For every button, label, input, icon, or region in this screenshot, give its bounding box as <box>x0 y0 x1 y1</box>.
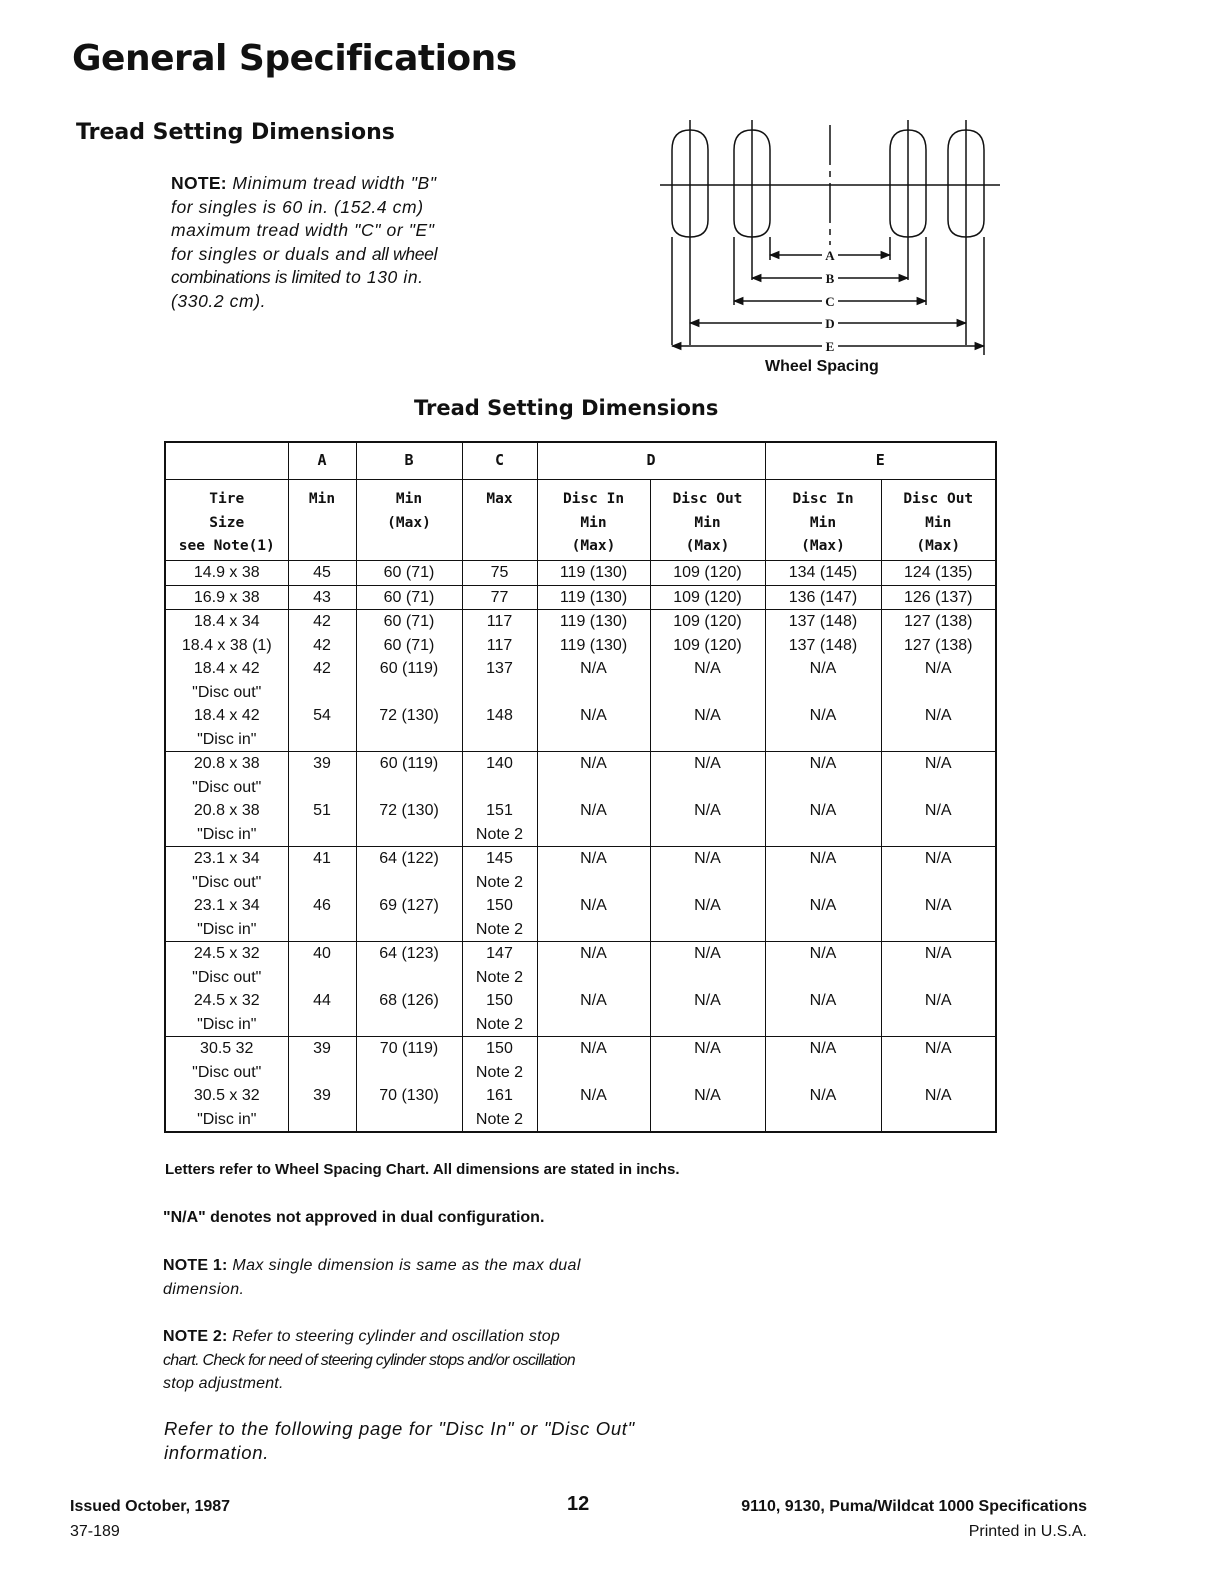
table-cell: N/A <box>537 847 650 895</box>
table-cell: N/A <box>650 942 765 990</box>
sub-header-cell: Disc In Min (Max) <box>765 480 881 561</box>
table-row <box>165 561 996 586</box>
note-2 <box>163 1325 643 1396</box>
table-cell: 60 (71) <box>356 634 462 658</box>
table-cell: 150 Note 2 <box>462 1037 537 1085</box>
table-cell: N/A <box>881 847 996 895</box>
dim-label-c: C <box>825 294 835 309</box>
table-cell: 134 (145) <box>765 561 881 586</box>
table-cell: 77 <box>462 585 537 610</box>
table-cell: 119 (130) <box>537 561 650 586</box>
table-cell: 137 (148) <box>765 634 881 658</box>
group-header-row <box>165 442 996 480</box>
table-cell: 109 (120) <box>650 585 765 610</box>
table-cell: N/A <box>765 847 881 895</box>
note-text-b: all wheel combinations is limited <box>171 243 438 288</box>
table-cell: 119 (130) <box>537 634 650 658</box>
table-cell: 64 (122) <box>356 847 462 895</box>
table-cell: N/A <box>765 752 881 800</box>
na-footnote: "N/A" denotes not approved in dual configuration. <box>163 1209 545 1226</box>
tire-size-cell: 18.4 x 38 (1) <box>165 634 288 658</box>
tire-size-cell: 18.4 x 42 "Disc in" <box>165 704 288 752</box>
letters-footnote: Letters refer to Wheel Spacing Chart. All dimensions are stated in inchs. <box>165 1161 680 1178</box>
sub-header-cell: Max <box>462 480 537 561</box>
table-cell: 75 <box>462 561 537 586</box>
table-cell: 39 <box>288 1084 356 1132</box>
table-cell: 161 Note 2 <box>462 1084 537 1132</box>
table-row <box>165 799 996 847</box>
tire-size-cell: 14.9 x 38 <box>165 561 288 586</box>
table-cell: 72 (130) <box>356 704 462 752</box>
page-number: 12 <box>567 1493 590 1515</box>
note-1 <box>163 1254 643 1302</box>
sub-header-cell: Disc Out Min (Max) <box>650 480 765 561</box>
note-2-text-c: stop adjustment. <box>163 1375 284 1392</box>
table-cell: 117 <box>462 610 537 634</box>
tire-size-cell: 23.1 x 34 "Disc in" <box>165 894 288 942</box>
diagram-caption: Wheel Spacing <box>765 358 879 375</box>
product-title: 9110, 9130, Puma/Wildcat 1000 Specifications <box>741 1498 1087 1515</box>
table-cell: N/A <box>537 894 650 942</box>
table-cell: N/A <box>765 657 881 704</box>
table-cell: N/A <box>650 989 765 1037</box>
table-cell: N/A <box>537 942 650 990</box>
table-cell: 39 <box>288 752 356 800</box>
table-cell: 69 (127) <box>356 894 462 942</box>
note-text-c: to 130 in. (330.2 cm). <box>171 267 424 311</box>
table-cell: 42 <box>288 634 356 658</box>
table-cell: 70 (119) <box>356 1037 462 1085</box>
group-header-b: B <box>356 442 462 480</box>
table-cell: N/A <box>650 847 765 895</box>
table-row <box>165 847 996 895</box>
printed-in: Printed in U.S.A. <box>968 1523 1087 1540</box>
table-cell: 43 <box>288 585 356 610</box>
table-cell: N/A <box>650 1037 765 1085</box>
table-cell: N/A <box>537 1084 650 1132</box>
table-cell: 54 <box>288 704 356 752</box>
table-cell: 119 (130) <box>537 585 650 610</box>
tire-size-cell: 20.8 x 38 "Disc in" <box>165 799 288 847</box>
table-cell: N/A <box>881 894 996 942</box>
table-cell: 126 (137) <box>881 585 996 610</box>
table-cell: 46 <box>288 894 356 942</box>
note-2-text-b: chart. Check for need of steering cylinder stops and/or oscillation <box>163 1351 576 1369</box>
tire-size-cell: 24.5 x 32 "Disc in" <box>165 989 288 1037</box>
tire-size-cell: 30.5 32 "Disc out" <box>165 1037 288 1085</box>
table-row <box>165 1037 996 1085</box>
sub-header-row <box>165 480 996 561</box>
page-title: General Specifications <box>72 38 517 79</box>
sub-header-cell: Disc In Min (Max) <box>537 480 650 561</box>
tire-size-cell: 30.5 x 32 "Disc in" <box>165 1084 288 1132</box>
table-cell: 39 <box>288 1037 356 1085</box>
dim-label-a: A <box>825 248 835 263</box>
table-cell: 127 (138) <box>881 610 996 634</box>
sub-header-cell: Min (Max) <box>356 480 462 561</box>
table-cell: 41 <box>288 847 356 895</box>
tire-size-cell: 20.8 x 38 "Disc out" <box>165 752 288 800</box>
section-subtitle: Tread Setting Dimensions <box>76 120 395 145</box>
table-cell: 137 <box>462 657 537 704</box>
table-cell: N/A <box>537 752 650 800</box>
table-cell: N/A <box>765 704 881 752</box>
table-cell: 109 (120) <box>650 634 765 658</box>
table-row <box>165 989 996 1037</box>
table-cell: 145 Note 2 <box>462 847 537 895</box>
dim-label-d: D <box>825 316 835 331</box>
note-text-a: Minimum tread width "B" for singles is 60 in. (152.4 cm) maximum tread width "C" or "E" for singles or duals and <box>171 173 437 264</box>
table-cell: 150 Note 2 <box>462 894 537 942</box>
table-cell: 70 (130) <box>356 1084 462 1132</box>
issued-date: Issued October, 1987 <box>70 1498 231 1515</box>
sub-header-cell: Disc Out Min (Max) <box>881 480 996 561</box>
table-row <box>165 1084 996 1132</box>
table-cell: N/A <box>650 799 765 847</box>
table-cell: 151 Note 2 <box>462 799 537 847</box>
refer-note: Refer to the following page for "Disc In" or "Disc Out" information. <box>164 1418 635 1463</box>
table-cell: 124 (135) <box>881 561 996 586</box>
table-row <box>165 704 996 752</box>
group-header-e: E <box>765 442 996 480</box>
table-cell: N/A <box>537 989 650 1037</box>
table-cell: N/A <box>881 752 996 800</box>
table-cell: 72 (130) <box>356 799 462 847</box>
table-cell: 64 (123) <box>356 942 462 990</box>
table-row <box>165 894 996 942</box>
wheel-spacing-diagram <box>650 115 1000 355</box>
sub-header-cell: Min <box>288 480 356 561</box>
table-cell: N/A <box>765 942 881 990</box>
table-cell: 147 Note 2 <box>462 942 537 990</box>
table-cell: 60 (71) <box>356 585 462 610</box>
table-cell: 51 <box>288 799 356 847</box>
table-cell: N/A <box>537 799 650 847</box>
table-cell: N/A <box>650 752 765 800</box>
group-header-d: D <box>537 442 765 480</box>
group-header-blank <box>165 442 288 480</box>
table-cell: N/A <box>881 657 996 704</box>
dim-label-e: E <box>825 339 835 354</box>
tread-setting-table <box>164 441 997 1133</box>
table-cell: 109 (120) <box>650 561 765 586</box>
table-cell: 148 <box>462 704 537 752</box>
table-cell: N/A <box>765 799 881 847</box>
table-cell: 60 (119) <box>356 752 462 800</box>
table-cell: 40 <box>288 942 356 990</box>
note-1-label: NOTE 1: <box>163 1257 228 1274</box>
table-cell: N/A <box>537 704 650 752</box>
table-cell: 150 Note 2 <box>462 989 537 1037</box>
table-cell: N/A <box>765 989 881 1037</box>
table-row <box>165 610 996 634</box>
table-cell: 136 (147) <box>765 585 881 610</box>
table-cell: N/A <box>765 1084 881 1132</box>
table-cell: 45 <box>288 561 356 586</box>
table-cell: 109 (120) <box>650 610 765 634</box>
table-cell: N/A <box>881 799 996 847</box>
table-row <box>165 585 996 610</box>
table-cell: N/A <box>881 704 996 752</box>
table-cell: N/A <box>765 894 881 942</box>
table-cell: 44 <box>288 989 356 1037</box>
table-title: Tread Setting Dimensions <box>414 396 719 420</box>
note-2-text-a: Refer to steering cylinder and oscillation stop <box>227 1328 560 1345</box>
table-cell: N/A <box>881 989 996 1037</box>
table-cell: N/A <box>881 1037 996 1085</box>
table-cell: 60 (71) <box>356 561 462 586</box>
table-cell: 60 (71) <box>356 610 462 634</box>
tire-size-cell: 23.1 x 34 "Disc out" <box>165 847 288 895</box>
table-row <box>165 634 996 658</box>
table-cell: 140 <box>462 752 537 800</box>
table-cell: N/A <box>537 1037 650 1085</box>
table-cell: N/A <box>881 1084 996 1132</box>
group-header-a: A <box>288 442 356 480</box>
tire-size-cell: 18.4 x 34 <box>165 610 288 634</box>
table-cell: N/A <box>881 942 996 990</box>
table-cell: N/A <box>765 1037 881 1085</box>
table-cell: 42 <box>288 657 356 704</box>
table-cell: 119 (130) <box>537 610 650 634</box>
tread-width-note <box>171 172 461 314</box>
note-1-text: Max single dimension is same as the max dual dimension. <box>163 1257 581 1298</box>
table-cell: N/A <box>650 894 765 942</box>
table-cell: 117 <box>462 634 537 658</box>
sub-header-cell: Tire Size see Note(1) <box>165 480 288 561</box>
table-row <box>165 942 996 990</box>
note-2-label: NOTE 2: <box>163 1328 228 1345</box>
document-number: 37-189 <box>70 1523 120 1540</box>
note-label: NOTE: <box>171 173 227 193</box>
table-row <box>165 752 996 800</box>
table-cell: 127 (138) <box>881 634 996 658</box>
table-row <box>165 657 996 704</box>
table-cell: 60 (119) <box>356 657 462 704</box>
tire-size-cell: 18.4 x 42 "Disc out" <box>165 657 288 704</box>
dim-label-b: B <box>825 271 835 286</box>
tire-size-cell: 16.9 x 38 <box>165 585 288 610</box>
table-cell: N/A <box>650 1084 765 1132</box>
table-cell: N/A <box>537 657 650 704</box>
table-cell: 42 <box>288 610 356 634</box>
tire-size-cell: 24.5 x 32 "Disc out" <box>165 942 288 990</box>
table-cell: 137 (148) <box>765 610 881 634</box>
table-cell: N/A <box>650 657 765 704</box>
table-cell: N/A <box>650 704 765 752</box>
table-cell: 68 (126) <box>356 989 462 1037</box>
group-header-c: C <box>462 442 537 480</box>
